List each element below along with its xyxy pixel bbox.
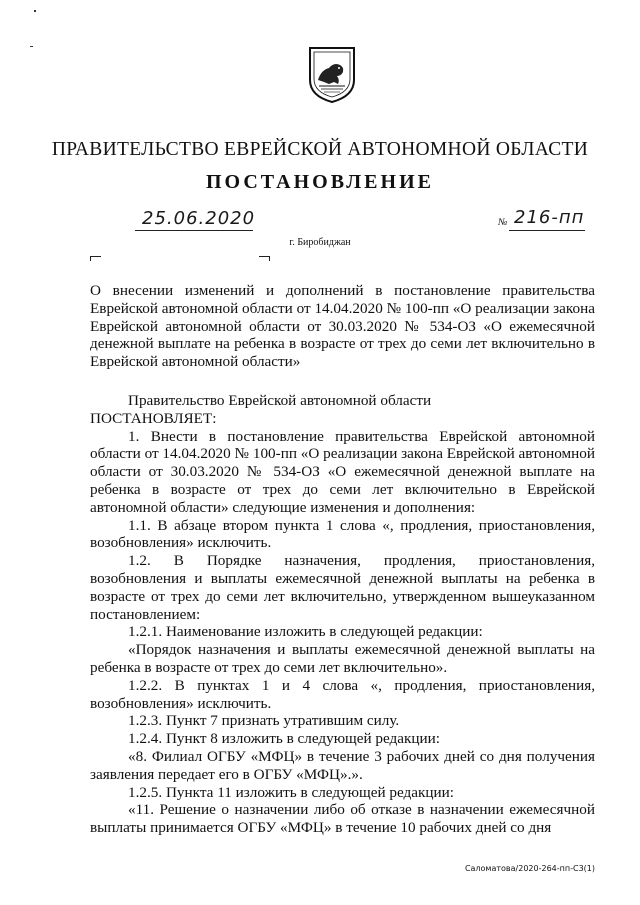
document-number: 216-пп (514, 207, 585, 228)
subject-corner-left (90, 256, 101, 261)
scan-mark (30, 46, 33, 47)
paragraph-quote-11: «11. Решение о назначении либо об отказе в назначении ежемесячной выплаты принимается ОГБУ «МФЦ» в течение 10 рабочих дней со дня (90, 801, 595, 837)
paragraph-1-1: 1.1. В абзаце втором пункта 1 слова «, продления, приостановления, возобновления» исключить. (90, 516, 595, 552)
paragraph-1-2-1: 1.2.1. Наименование изложить в следующей редакции: (128, 623, 483, 641)
document-type-title: ПОСТАНОВЛЕНИЕ (206, 171, 434, 193)
paragraph-quote-title: «Порядок назначения и выплаты ежемесячной денежной выплаты на ребенка в возрасте от трех до семи лет включительно». (90, 641, 595, 676)
document-body (90, 392, 595, 837)
paragraph-quote-8: «8. Филиал ОГБУ «МФЦ» в течение 3 рабочих дней со дня получения заявления передает его в ОГБУ «МФЦ».». (90, 747, 595, 783)
footer-document-code: Саломатова/2020-264-пп-С3(1) (464, 864, 595, 873)
paragraph-1-2-3: 1.2.3. Пункт 7 признать утратившим силу. (128, 712, 400, 730)
body-intro: Правительство Еврейской автономной области (128, 392, 432, 409)
body-resolves: ПОСТАНОВЛЯЕТ: (90, 409, 217, 427)
document-date: 25.06.2020 (142, 208, 256, 229)
paragraph-1-2: 1.2. В Порядке назначения, продления, приостановления, возобновления и выплаты ежемесячной денежной выплаты на ребенка в возрасте от трех до семи лет включительно, утвержденном вышеуказанном постановлением: (90, 552, 595, 623)
scan-mark (34, 10, 36, 12)
paragraph-1-2-4: 1.2.4. Пункт 8 изложить в следующей редакции: (128, 730, 441, 748)
paragraph-1-2-2: 1.2.2. В пунктах 1 и 4 слова «, продления, приостановления, возобновления» исключить. (90, 676, 595, 712)
subject-corner-right (259, 256, 270, 261)
number-label: № (498, 217, 508, 228)
city-name: г. Биробиджан (289, 237, 351, 248)
subject-text: О внесении изменений и дополнений в постановление правительства Еврейской автономной области от 14.04.2020 № 100-пп «О реализации закона Еврейской автономной области от 30.03.2020 № 534-ОЗ «О ежемесячной денежной выплате на ребенка в возрасте от трех до семи лет включительно в Еврейской автономной области» (90, 282, 595, 371)
document-subject (90, 282, 595, 371)
paragraph-1-2-5: 1.2.5. Пункта 11 изложить в следующей редакции: (128, 783, 454, 801)
paragraph-1: 1. Внести в постановление правительства Еврейской автономной области от 14.04.2020 № 100-пп «О реализации закона Еврейской автономной области от 30.03.2020 № 534-ОЗ «О ежемесячной денежной выплате на ребенка в возрасте от трех до семи лет включительно в Еврейской автономной области» следующие изменения и дополнения: (90, 427, 595, 516)
date-underline (135, 230, 253, 231)
organization-title: ПРАВИТЕЛЬСТВО ЕВРЕЙСКОЙ АВТОНОМНОЙ ОБЛАСТИ (51, 139, 589, 160)
coat-of-arms-emblem (307, 46, 357, 104)
number-underline (509, 230, 585, 231)
